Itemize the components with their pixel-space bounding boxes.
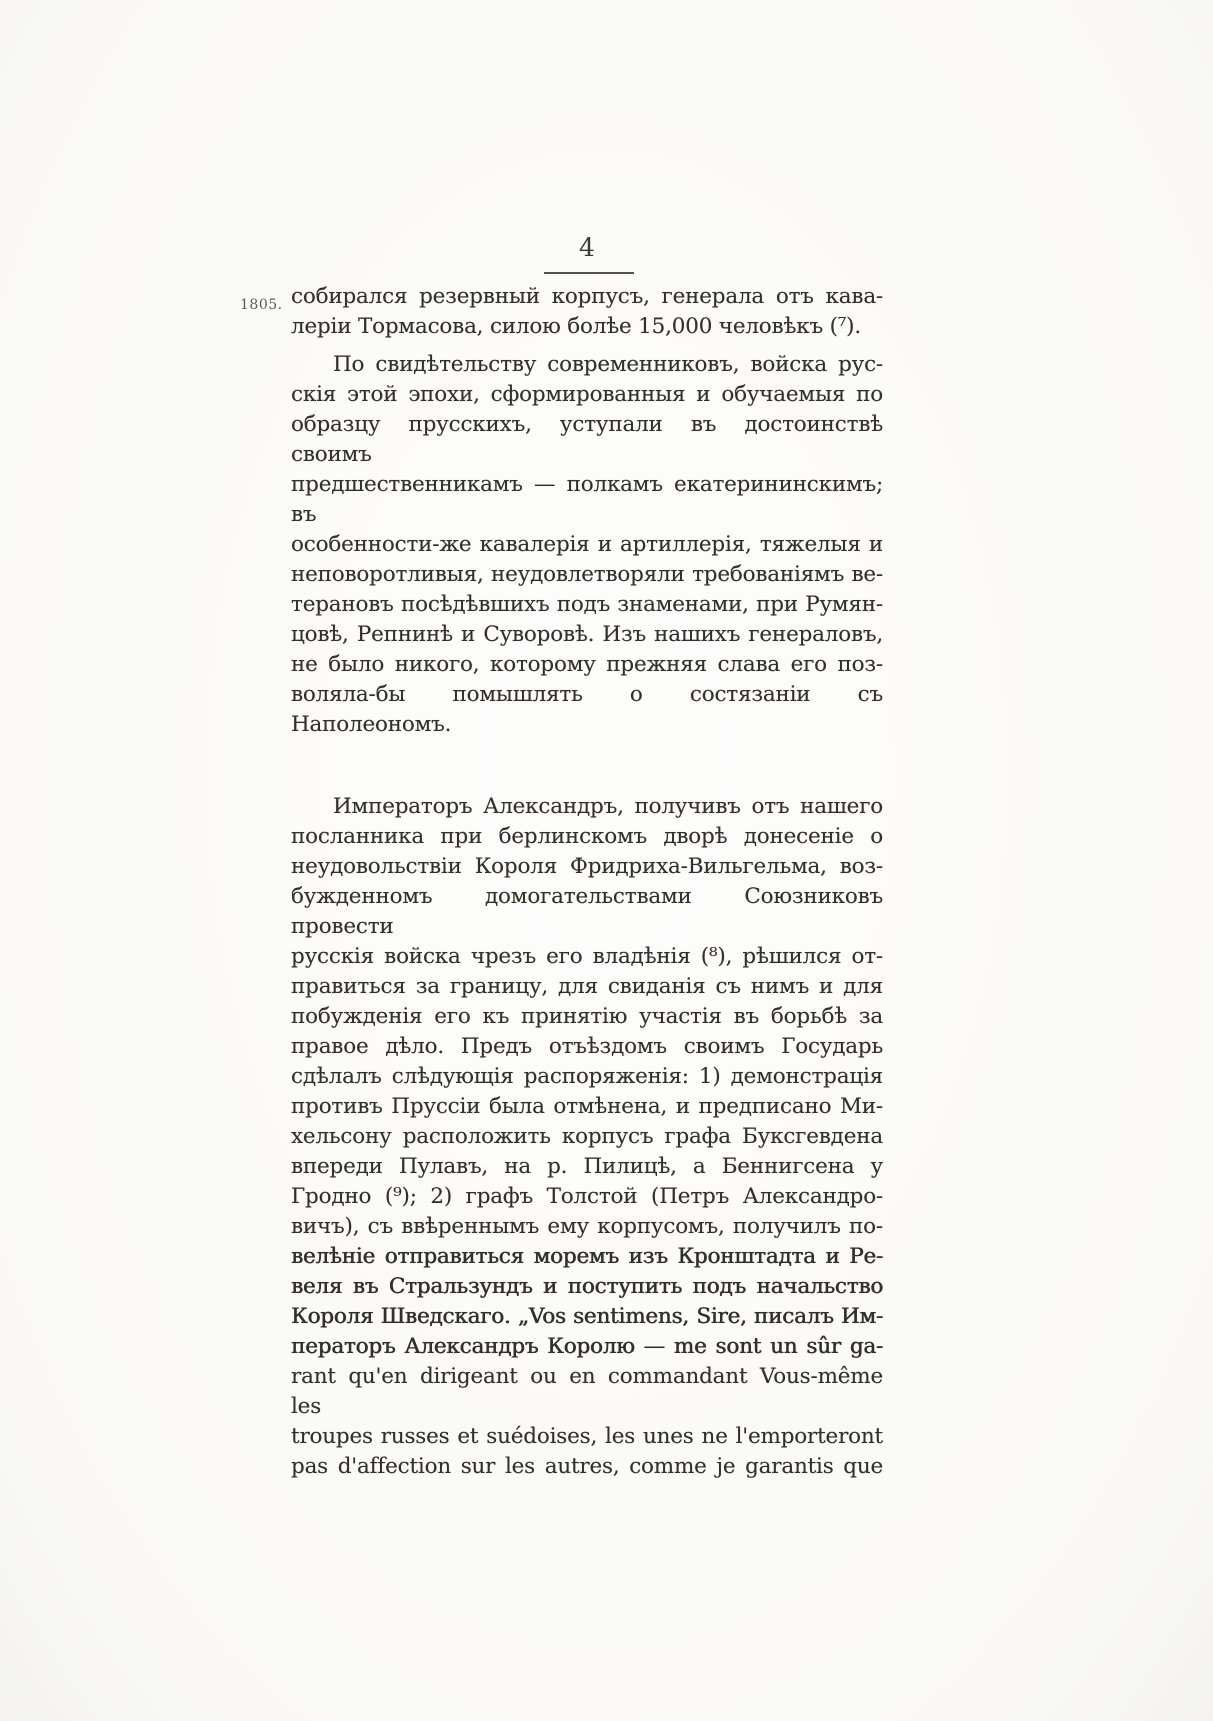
- text-line: Гродно (⁹); 2) графъ Толстой (Петръ Александро-: [291, 1184, 883, 1209]
- text-line: леріи Тормасова, силою болѣе 15,000 человѣкъ (⁷).: [291, 314, 861, 339]
- text-line: бужденномъ домогательствами Союзниковъ провести: [291, 884, 883, 939]
- text-line: вичъ), съ ввѣреннымъ ему корпусомъ, получилъ по-: [291, 1214, 883, 1239]
- text-line: rant qu'en dirigeant ou en commandant Vous-même les: [291, 1364, 883, 1419]
- text-line: собирался резервный корпусъ, генерала отъ кава-: [291, 284, 883, 309]
- text-line: Короля Шведскаго. „Vos sentimens, Sire, писалъ Им-: [291, 1304, 883, 1329]
- text-line: веля въ Стральзундъ и поступить подъ начальство: [291, 1274, 883, 1299]
- text-line: побужденія его къ принятію участія въ борьбѣ за: [291, 1004, 883, 1029]
- text-line: хельсону расположить корпусъ графа Буксгевдена: [291, 1124, 883, 1149]
- text-line: терановъ посѣдѣвшихъ подъ знаменами, при Румян-: [291, 592, 883, 617]
- text-line: ператоръ Александръ Королю — me sont un sûr ga-: [291, 1334, 883, 1359]
- text-line: Императоръ Александръ, получивъ отъ нашего: [333, 794, 883, 819]
- page-number-rule: [544, 272, 634, 274]
- text-line: посланника при берлинскомъ дворѣ донесеніе о: [291, 824, 883, 849]
- text-line: воляла-бы помышлять о состязаніи съ Наполеономъ.: [291, 682, 883, 737]
- text-line: велѣніе отправиться моремъ изъ Кронштадта и Ре-: [291, 1244, 883, 1269]
- text-line: предшественникамъ — полкамъ екатерининскимъ; въ: [291, 472, 883, 527]
- text-line: неудовольствіи Короля Фридриха-Вильгельма, воз-: [291, 854, 883, 879]
- text-line: цовѣ, Репнинѣ и Суворовѣ. Изъ нашихъ генераловъ,: [291, 622, 883, 647]
- text-line: правое дѣло. Предъ отъѣздомъ своимъ Государь: [291, 1034, 883, 1059]
- text-line: противъ Пруссіи была отмѣнена, и предписано Ми-: [291, 1094, 883, 1119]
- text-line: особенности-же кавалерія и артиллерія, тяжелыя и: [291, 532, 883, 557]
- text-line: не было никого, которому прежняя слава его поз-: [291, 652, 883, 677]
- page-number: 4: [579, 233, 595, 262]
- text-block: [291, 282, 883, 1482]
- text-line: скія этой эпохи, сформированныя и обучаемыя по: [291, 382, 883, 407]
- text-line: правиться за границу, для свиданія съ нимъ и для: [291, 974, 883, 999]
- text-line: образцу прусскихъ, уступали въ достоинствѣ своимъ: [291, 412, 883, 467]
- text-line: troupes russes et suédoises, les unes ne l'emporteront: [291, 1424, 883, 1449]
- text-line: сдѣлалъ слѣдующія распоряженія: 1) демонстрація: [291, 1064, 883, 1089]
- text-line: русскія войска чрезъ его владѣнія (⁸), рѣшился от-: [291, 944, 883, 969]
- text-line: pas d'affection sur les autres, comme je garantis que: [291, 1454, 883, 1479]
- text-line: впереди Пулавъ, на р. Пилицѣ, а Беннигсена у: [291, 1154, 883, 1179]
- margin-year-note: 1805.: [240, 297, 283, 313]
- text-line: неповоротливыя, неудовлетворяли требованіямъ ве-: [291, 562, 883, 587]
- text-line: По свидѣтельству современниковъ, войска рус-: [333, 352, 883, 377]
